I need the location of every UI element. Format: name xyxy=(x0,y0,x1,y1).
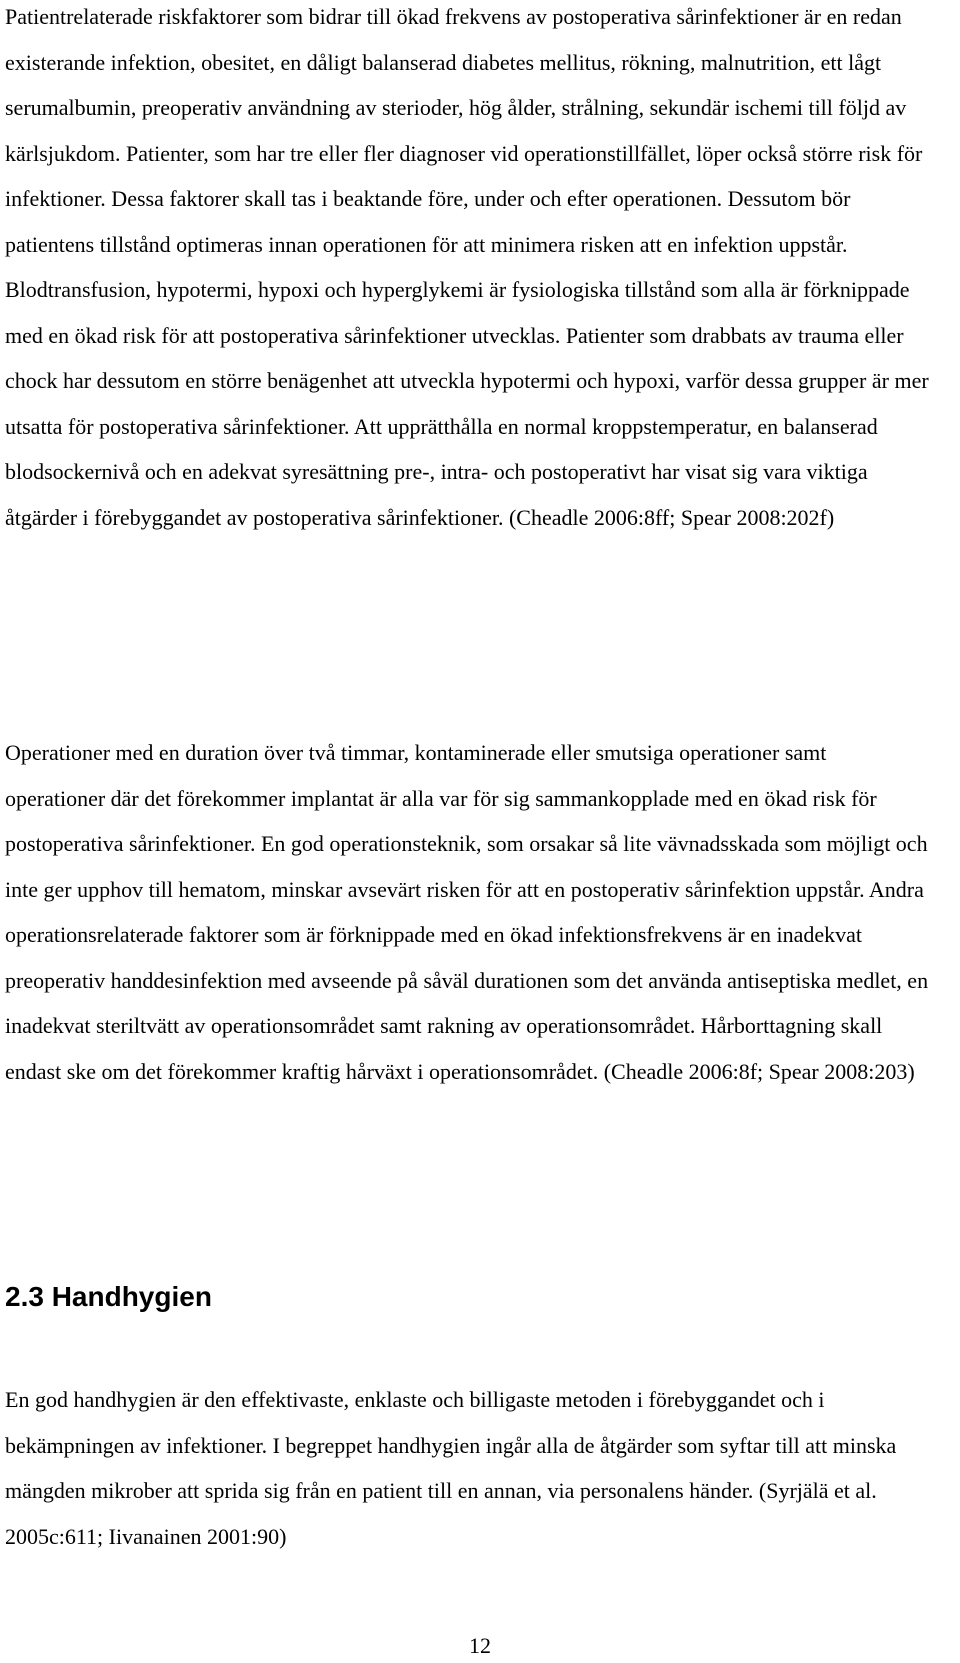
paragraph-patient-risk-factors: Patientrelaterade riskfaktorer som bidrar till ökad frekvens av postoperativa sårinfektioner är en redan existerande infektion, obesitet, en dåligt balanserad diabetes mellitus, rökning, malnutrition, ett lågt serumalbumin, preoperativ användning av sterioder, hög ålder, strålning, sekundär ischemi till följd av kärlsjukdom. Patienter, som har tre eller fler diagnoser vid operationstillfället, löper också större risk för infektioner. Dessa faktorer skall tas i beaktande före, under och efter operationen. Dessutom bör patientens tillstånd optimeras innan operationen för att minimera risken att en infektion uppstår. Blodtransfusion, hypotermi, hypoxi och hyperglykemi är fysiologiska tillstånd som alla är förknippade med en ökad risk för att postoperativa sårinfektioner utvecklas. Patienter som drabbats av trauma eller chock har dessutom en större benägenhet att utveckla hypotermi och hypoxi, varför dessa grupper är mer utsatta för postoperativa sårinfektioner. Att upprätthålla en normal kroppstemperatur, en balanserad blodsockernivå och en adekvat syresättning pre-, intra- och postoperativt har visat sig vara viktiga åtgärder i förebyggandet av postoperativa sårinfektioner. (Cheadle 2006:8ff; Spear 2008:202f) xyxy=(5,4,929,530)
section-heading-handhygien: 2.3 Handhygien xyxy=(5,1281,212,1312)
paragraph-handhygien: En god handhygien är den effektivaste, enklaste och billigaste metoden i förebyggandet och i bekämpningen av infektioner. I begreppet handhygien ingår alla de åtgärder som syftar till att minska mängden mikrober att sprida sig från en patient till en annan, via personalens händer. (Syrjälä et al. 2005c:611; Iivanainen 2001:90) xyxy=(5,1387,897,1549)
paragraph-operation-risk-factors: Operationer med en duration över två timmar, kontaminerade eller smutsiga operationer samt operationer där det förekommer implantat är alla var för sig sammankopplade med en ökad risk för postoperativa sårinfektioner. En god operationsteknik, som orsakar så lite vävnadsskada som möjligt och inte ger upphov till hematom, minskar avsevärt risken för att en postoperativ sårinfektion uppstår. Andra operationsrelaterade faktorer som är förknippade med en ökad infektionsfrekvens är en inadekvat preoperativ handdesinfektion med avseende på såväl durationen som det använda antiseptiska medlet, en inadekvat steriltvätt av operationsområdet samt rakning av operationsområdet. Hårborttagning skall endast ske om det förekommer kraftig hårväxt i operationsområdet. (Cheadle 2006:8f; Spear 2008:203) xyxy=(5,740,929,1084)
page-number: 12 xyxy=(469,1633,491,1658)
